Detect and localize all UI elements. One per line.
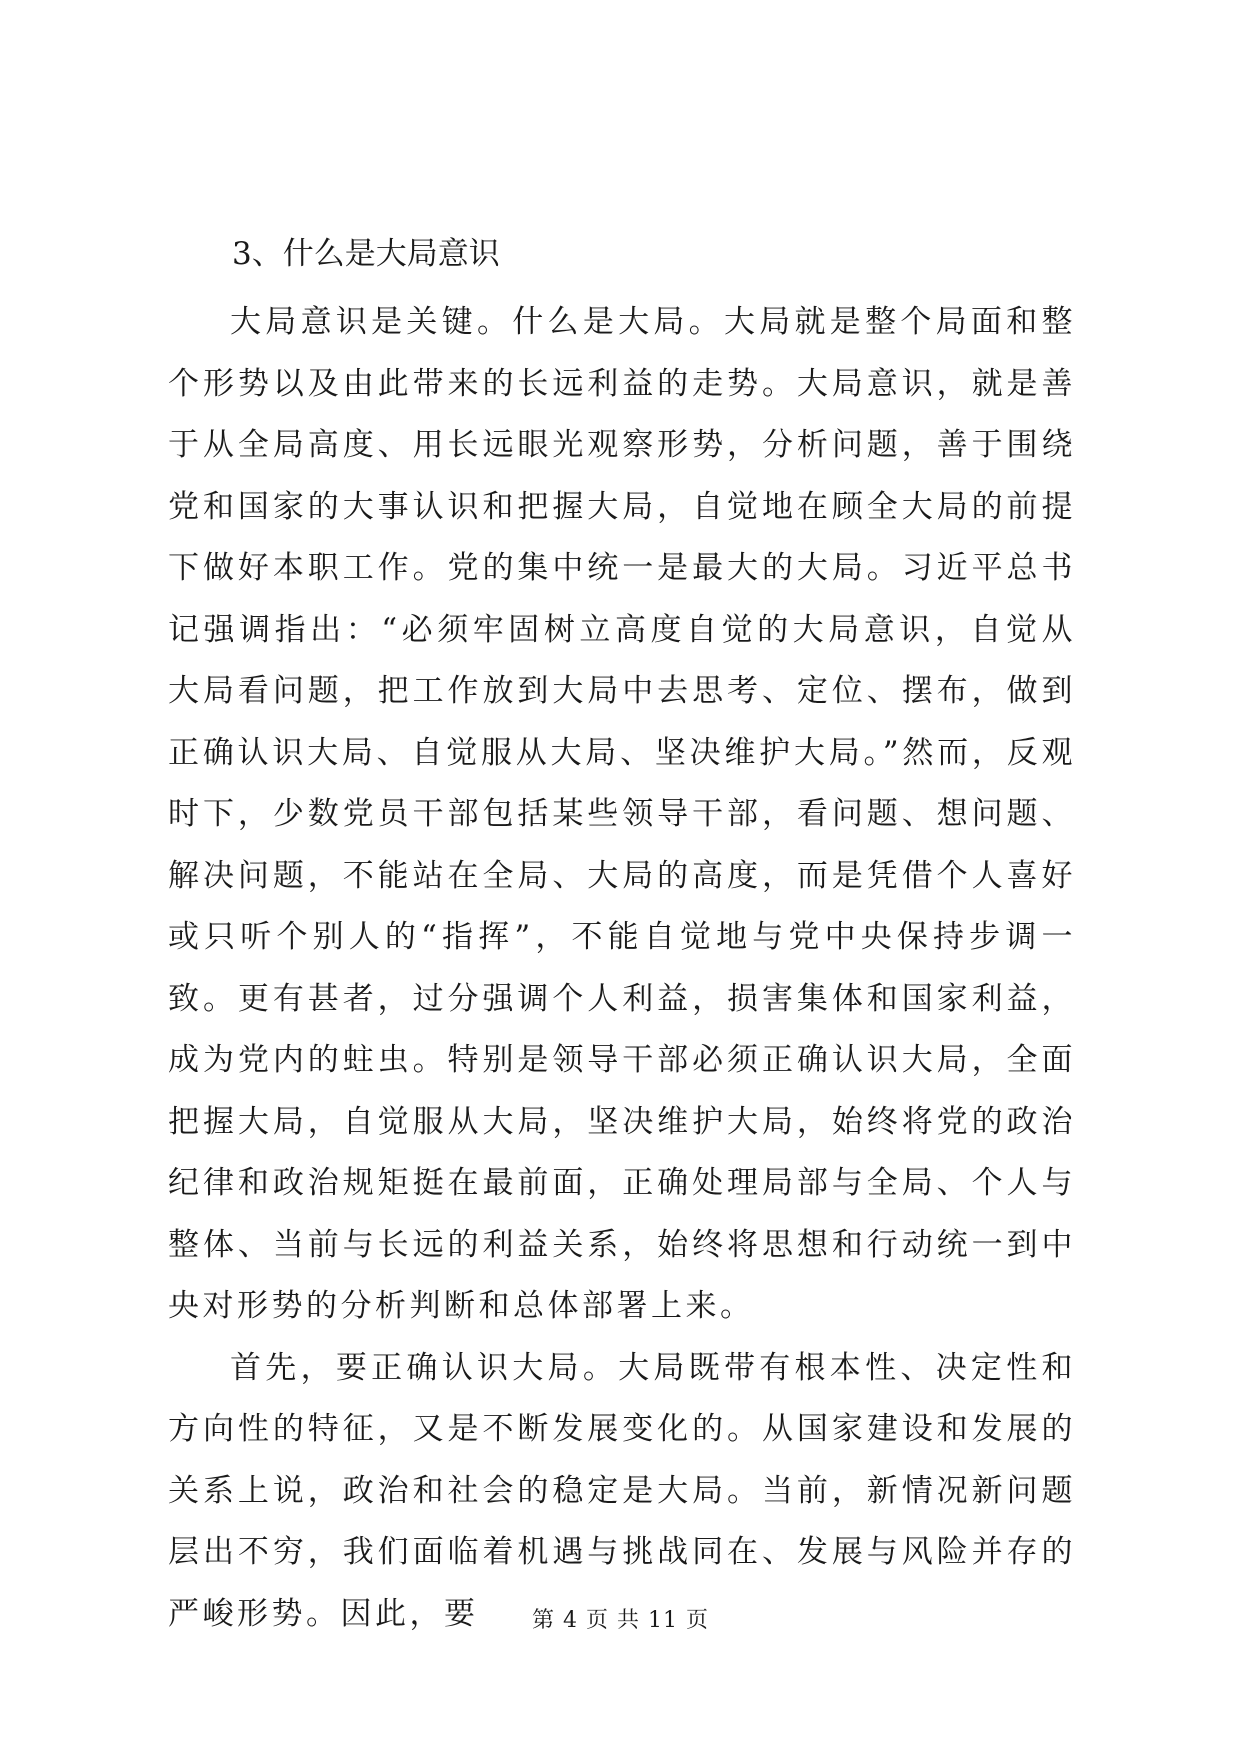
page-footer: 第 4 页 共 11 页 [532,1608,709,1633]
paragraph-1: 大局意识是关键。什么是大局。大局就是整个局面和整个形势以及由此带来的长远利益的走势。大局意识，就是善于从全局高度、用长远眼光观察形势，分析问题，善于围绕党和国家的大事认识和把握大局，自觉地在顾全大局的前提下做好本职工作。党的集中统一是最大的大局。习近平总书记强调指出：“必须牢固树立高度自觉的大局意识，自觉从大局看问题，把工作放到大局中去思考、定位、摆布，做到正确认识大局、自觉服从大局、坚决维护大局。”然而，反观时下，少数党员干部包括某些领导干部，看问题、想问题、解决问题，不能站在全局、大局的高度，而是凭借个人喜好或只听个别人的“指挥”，不能自觉地与党中央保持步调一致。更有甚者，过分强调个人利益，损害集体和国家利益，成为党内的蛀虫。特别是领导干部必须正确认识大局，全面把握大局，自觉服从大局，坚决维护大局，始终将党的政治纪律和政治规矩挺在最前面，正确处理局部与全局、个人与整体、当前与长远的利益关系，始终将思想和行动统一到中央对形势的分析判断和总体部署上来。 [168,304,1076,1324]
section-heading: 3、什么是大局意识 [232,236,500,272]
paragraph-2: 首先，要正确认识大局。大局既带有根本性、决定性和方向性的特征，又是不断发展变化的。从国家建设和发展的关系上说，政治和社会的稳定是大局。当前，新情况新问题层出不穷，我们面临着机遇与挑战同在、发展与风险并存的严峻形势。因此，要 [168,1349,1076,1632]
document-body [168,292,1076,1645]
